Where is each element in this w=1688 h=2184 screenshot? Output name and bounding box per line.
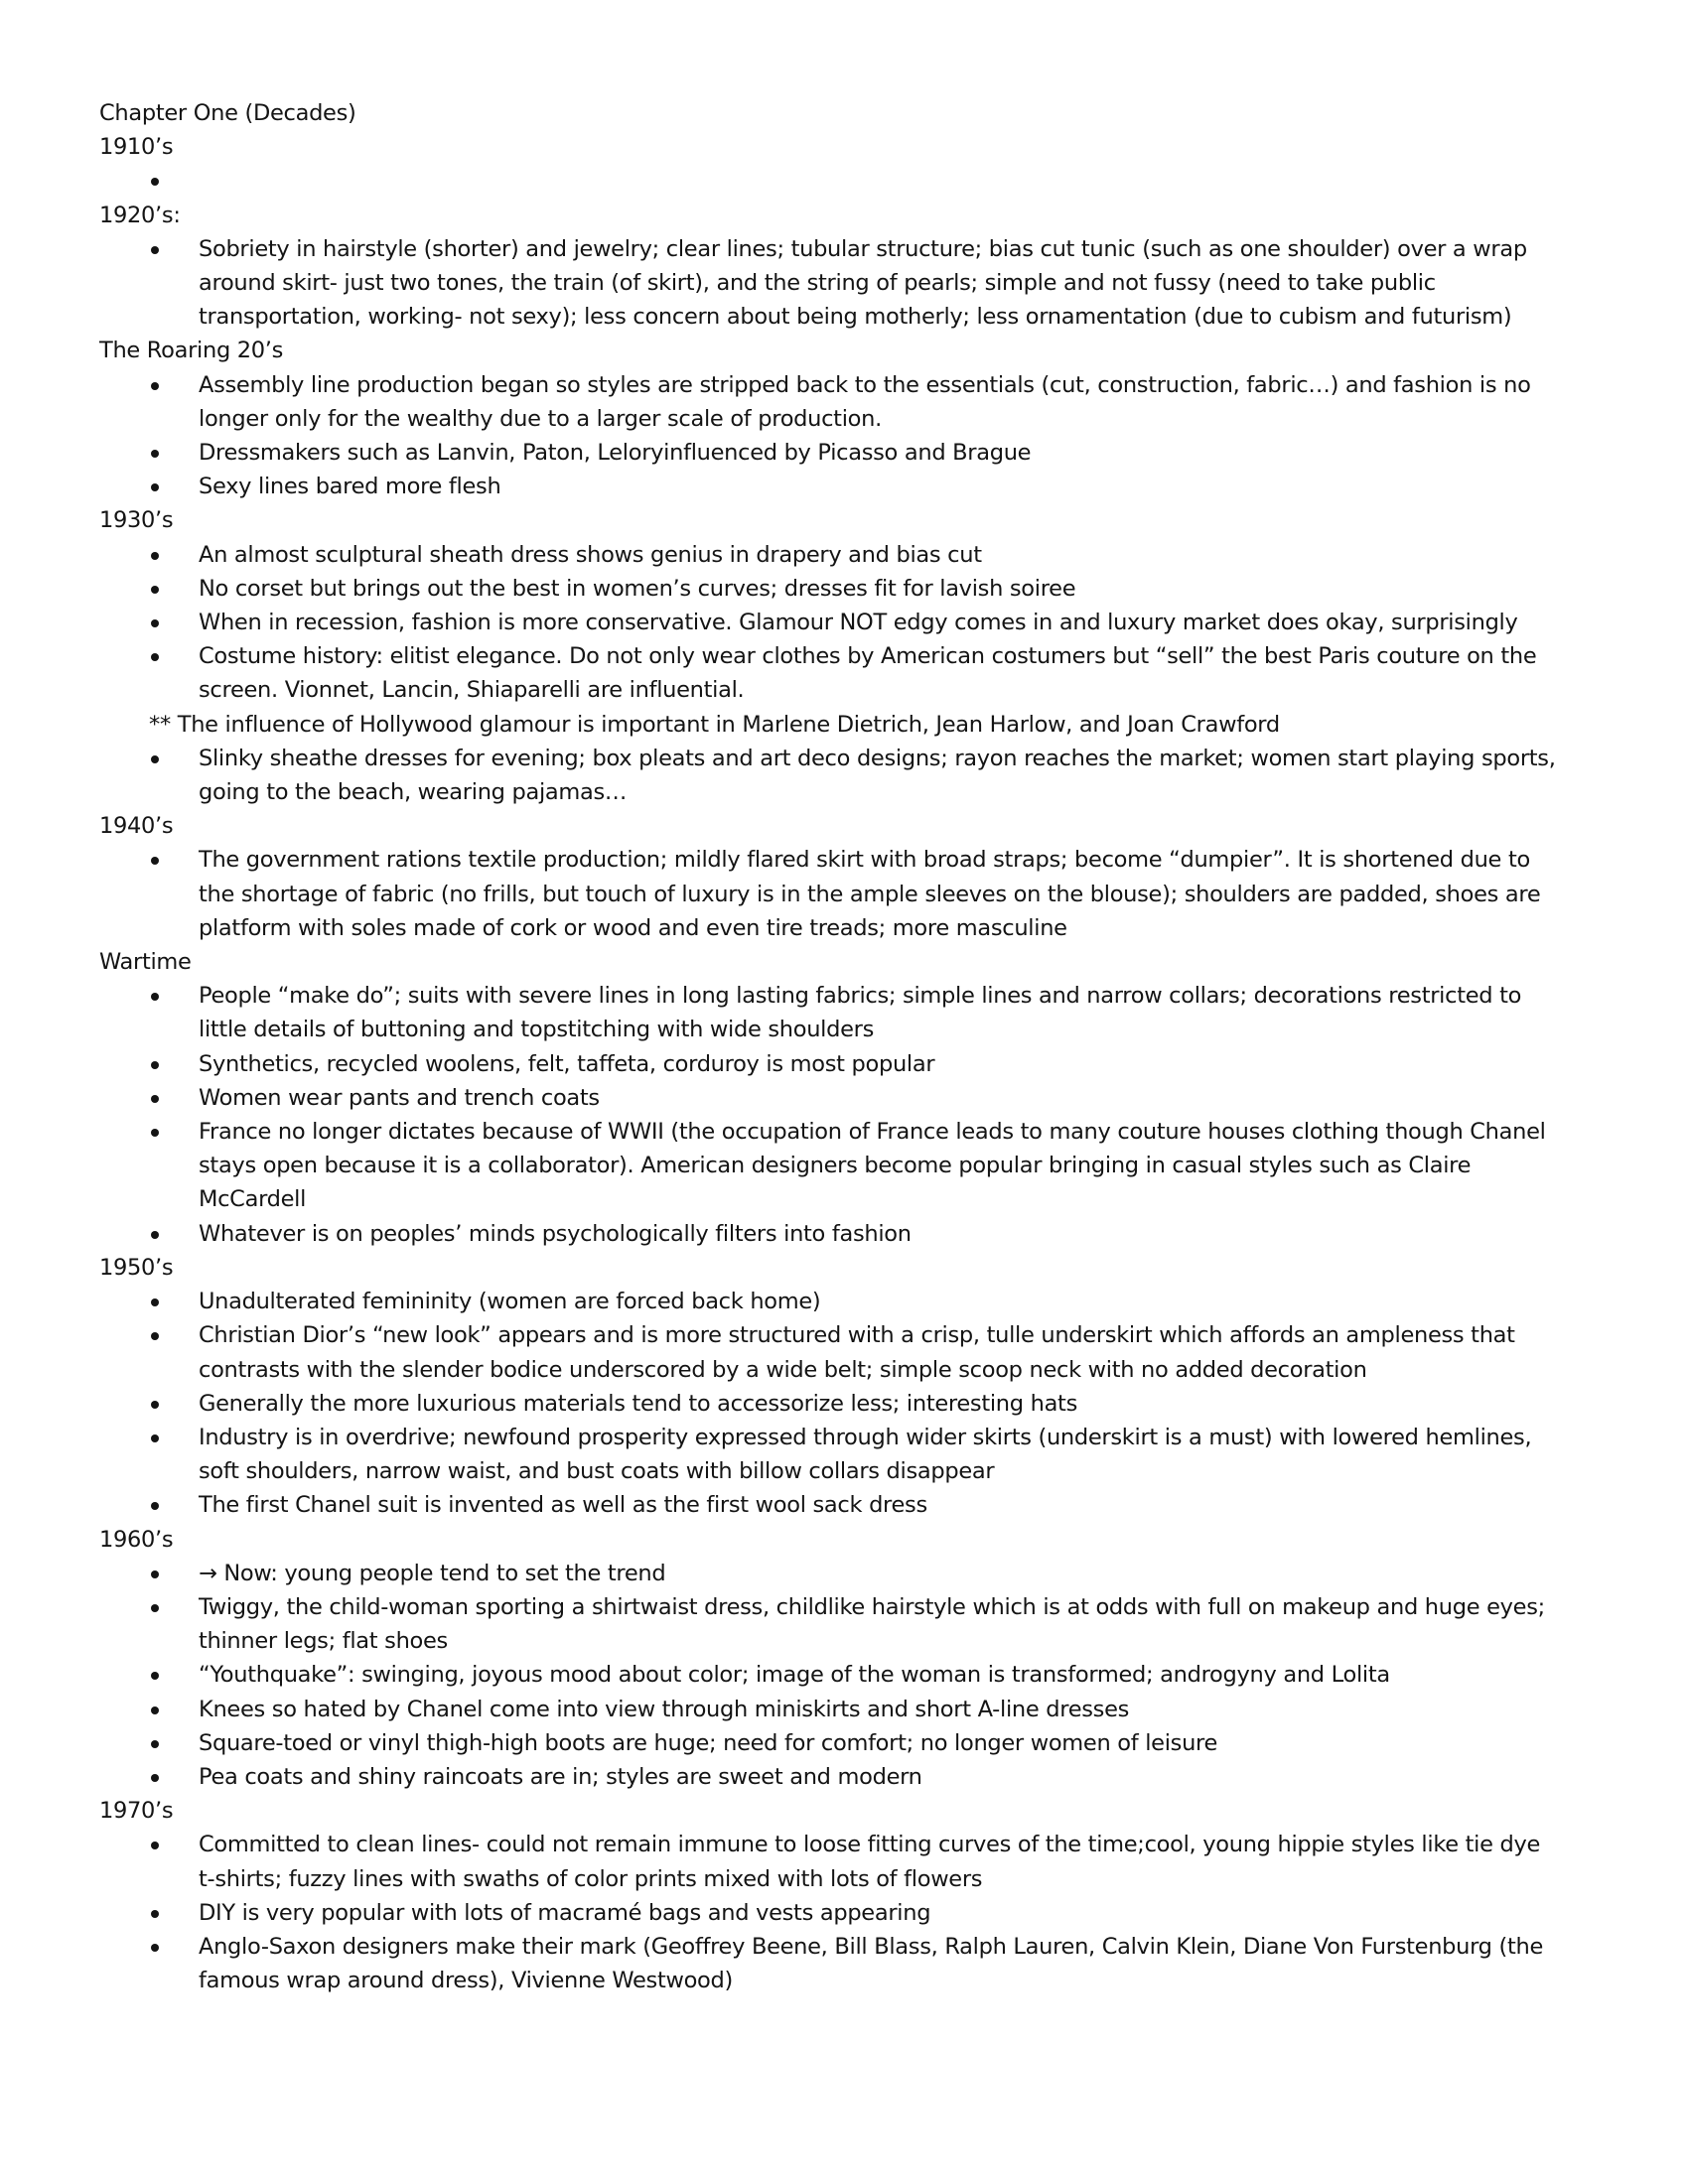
bullet-text-line: Costume history: elitist elegance. Do not only wear clothes by American costumers but “sell” the best Paris couture on the — [199, 643, 1537, 670]
bullet-text: “Youthquake”: swinging, joyous mood about color; image of the woman is transformed; androgyny and Lolita — [199, 1662, 1390, 1689]
bullet-item — [199, 1047, 1589, 1081]
section-heading: 1910’s — [99, 134, 174, 161]
bullet-icon — [151, 1774, 159, 1782]
bullet-text-line: screen. Vionnet, Lancin, Shiaparelli are influential. — [199, 677, 745, 704]
bullet-icon — [151, 450, 159, 458]
bullet-item — [199, 436, 1589, 470]
page-title: Chapter One (Decades) — [99, 100, 356, 126]
bullet-list — [99, 843, 1589, 945]
bullet-icon — [151, 1502, 159, 1510]
bullet-text-line: longer only for the wealthy due to a larger scale of production. — [199, 405, 882, 432]
document-page — [99, 96, 1589, 1997]
bullet-icon — [151, 1706, 159, 1714]
section-heading: 1930’s — [99, 507, 174, 534]
sections-container — [99, 130, 1589, 1997]
bullet-text: Knees so hated by Chanel come into view through miniskirts and short A-line dresses — [199, 1696, 1130, 1722]
bullet-text-line: famous wrap around dress), Vivienne Westwood) — [199, 1968, 733, 1994]
bullet-icon — [151, 382, 159, 390]
bullet-item — [199, 1760, 1589, 1794]
bullet-text: Sexy lines bared more flesh — [199, 474, 501, 500]
bullet-item — [199, 1421, 1589, 1488]
bullet-item — [199, 572, 1589, 606]
bullet-list — [99, 742, 1589, 809]
bullet-item — [199, 1387, 1589, 1421]
bullet-icon — [151, 483, 159, 491]
bullet-icon — [151, 1129, 159, 1137]
bullet-icon — [151, 1570, 159, 1578]
bullet-text-line: McCardell — [199, 1186, 307, 1213]
bullet-icon — [151, 1061, 159, 1069]
section-heading: Wartime — [99, 949, 192, 976]
bullet-icon — [151, 1231, 159, 1239]
bullet-item — [199, 639, 1589, 707]
bullet-text: Whatever is on peoples’ minds psychologically filters into fashion — [199, 1220, 912, 1247]
bullet-text-line: Industry is in overdrive; newfound prosperity expressed through wider skirts (underskirt is a must) with lowered hemlines, — [199, 1424, 1532, 1450]
bullet-item — [199, 1285, 1589, 1318]
bullet-item — [199, 1081, 1589, 1115]
bullet-icon — [151, 1332, 159, 1340]
bullet-icon — [151, 1095, 159, 1103]
bullet-list — [99, 979, 1589, 1251]
note-line: ** The influence of Hollywood glamour is important in Marlene Dietrich, Jean Harlow, and Joan Crawford — [149, 711, 1280, 738]
bullet-icon — [151, 1740, 159, 1748]
bullet-text: Generally the more luxurious materials tend to accessorize less; interesting hats — [199, 1390, 1077, 1417]
bullet-text-empty — [199, 164, 1584, 198]
bullet-icon — [151, 1944, 159, 1952]
bullet-icon — [151, 1401, 159, 1409]
bullet-text-line: contrasts with the slender bodice underscored by a wide belt; simple scoop neck with no added decoration — [199, 1356, 1367, 1383]
bullet-text-line: transportation, working- not sexy); less concern about being motherly; less ornamentation (due to cubism and futurism) — [199, 304, 1512, 331]
bullet-text: → Now: young people tend to set the trend — [199, 1560, 666, 1586]
section-heading: 1960’s — [99, 1526, 174, 1553]
bullet-icon — [151, 619, 159, 627]
bullet-icon — [151, 755, 159, 763]
bullet-list — [99, 1828, 1589, 1997]
bullet-text-line: The government rations textile production; mildly flared skirt with broad straps; become “dumpier”. It is shortened due to — [199, 847, 1530, 874]
bullet-item — [199, 606, 1589, 639]
bullet-text-line: soft shoulders, narrow waist, and bust coats with billow collars disappear — [199, 1458, 995, 1485]
bullet-item — [199, 1115, 1589, 1217]
bullet-icon — [151, 1672, 159, 1680]
bullet-item — [199, 1930, 1589, 1997]
bullet-text-line: little details of buttoning and topstitching with wide shoulders — [199, 1017, 875, 1043]
bullet-text-line: Slinky sheathe dresses for evening; box pleats and art deco designs; rayon reaches the market; women start playing sports, — [199, 745, 1556, 771]
bullet-item — [199, 1726, 1589, 1760]
bullet-text-line: t-shirts; fuzzy lines with swaths of color prints mixed with lots of flowers — [199, 1865, 983, 1892]
bullet-item — [199, 742, 1589, 809]
section-heading: 1920’s: — [99, 202, 181, 228]
section-heading: 1940’s — [99, 813, 174, 840]
bullet-icon — [151, 586, 159, 594]
bullet-list — [99, 538, 1589, 708]
bullet-icon — [151, 1842, 159, 1849]
bullet-item — [199, 1896, 1589, 1930]
bullet-text-line: Sobriety in hairstyle (shorter) and jewelry; clear lines; tubular structure; bias cut tunic (such as one shoulder) over a wrap — [199, 235, 1527, 262]
bullet-text-line: Twiggy, the child-woman sporting a shirtwaist dress, childlike hairstyle which is at odds with full on makeup and huge eyes; — [199, 1593, 1545, 1620]
bullet-item — [199, 1217, 1589, 1251]
bullet-icon — [151, 552, 159, 560]
bullet-icon — [151, 653, 159, 661]
bullet-text-line: platform with soles made of cork or wood and even tire treads; more masculine — [199, 914, 1067, 941]
bullet-text: The first Chanel suit is invented as well as the first wool sack dress — [199, 1492, 927, 1519]
bullet-text: Synthetics, recycled woolens, felt, taffeta, corduroy is most popular — [199, 1050, 935, 1077]
bullet-text-line: France no longer dictates because of WWII (the occupation of France leads to many couture houses clothing though Chanel — [199, 1119, 1546, 1146]
bullet-text: Women wear pants and trench coats — [199, 1084, 600, 1111]
bullet-text-line: going to the beach, wearing pajamas… — [199, 779, 628, 806]
bullet-item — [199, 1557, 1589, 1590]
bullet-text: Square-toed or vinyl thigh-high boots are huge; need for comfort; no longer women of leisure — [199, 1729, 1218, 1756]
bullet-text: DIY is very popular with lots of macramé bags and vests appearing — [199, 1899, 931, 1926]
bullet-text-line: stays open because it is a collaborator). American designers become popular bringing in casual styles such as Claire — [199, 1153, 1472, 1179]
bullet-item — [199, 843, 1589, 945]
bullet-text-line: thinner legs; flat shoes — [199, 1628, 448, 1655]
bullet-text: An almost sculptural sheath dress shows genius in drapery and bias cut — [199, 541, 982, 568]
bullet-list — [99, 1557, 1589, 1794]
bullet-text: Dressmakers such as Lanvin, Paton, Leloryinfluenced by Picasso and Brague — [199, 440, 1032, 467]
bullet-text-line: People “make do”; suits with severe lines in long lasting fabrics; simple lines and narrow collars; decorations restricted to — [199, 983, 1522, 1010]
bullet-text: Pea coats and shiny raincoats are in; styles are sweet and modern — [199, 1763, 922, 1790]
bullet-text: When in recession, fashion is more conservative. Glamour NOT edgy comes in and luxury market does okay, surprisingly — [199, 610, 1518, 636]
bullet-list — [99, 164, 1589, 198]
bullet-text-line: Committed to clean lines- could not remain immune to loose fitting curves of the time;cool, young hippie styles like tie dye — [199, 1832, 1541, 1858]
bullet-list — [99, 232, 1589, 335]
bullet-icon — [151, 178, 159, 186]
bullet-item — [199, 1488, 1589, 1522]
bullet-item — [199, 1658, 1589, 1692]
bullet-item — [199, 538, 1589, 572]
bullet-item — [199, 1828, 1589, 1895]
bullet-icon — [151, 1910, 159, 1918]
bullet-icon — [151, 993, 159, 1001]
bullet-item — [199, 1590, 1589, 1658]
bullet-item — [199, 470, 1589, 503]
bullet-item — [199, 1318, 1589, 1386]
bullet-text: No corset but brings out the best in women’s curves; dresses fit for lavish soiree — [199, 575, 1076, 602]
bullet-icon — [151, 246, 159, 254]
bullet-item — [199, 979, 1589, 1046]
bullet-item — [199, 1693, 1589, 1726]
bullet-text-line: Christian Dior’s “new look” appears and is more structured with a crisp, tulle underskirt which affords an ampleness that — [199, 1322, 1515, 1349]
bullet-icon — [151, 1298, 159, 1306]
section-heading: 1970’s — [99, 1798, 174, 1825]
bullet-text-line: around skirt- just two tones, the train (of skirt), and the string of pearls; simple and not fussy (need to take public — [199, 270, 1436, 296]
bullet-text-line: the shortage of fabric (no frills, but touch of luxury is in the ample sleeves on the blouse); shoulders are padded, shoes are — [199, 881, 1541, 907]
section-heading: The Roaring 20’s — [99, 338, 284, 364]
bullet-text: Unadulterated femininity (women are forced back home) — [199, 1289, 821, 1315]
bullet-text-line: Assembly line production began so styles are stripped back to the essentials (cut, construction, fabric…) and fashion is no — [199, 371, 1531, 398]
bullet-item — [199, 368, 1589, 436]
bullet-icon — [151, 1604, 159, 1612]
bullet-icon — [151, 857, 159, 865]
bullet-list — [99, 1285, 1589, 1522]
bullet-text-line: Anglo-Saxon designers make their mark (Geoffrey Beene, Bill Blass, Ralph Lauren, Calvin Klein, Diane Von Furstenburg (the — [199, 1933, 1543, 1960]
bullet-list — [99, 368, 1589, 504]
section-heading: 1950’s — [99, 1254, 174, 1281]
bullet-item — [199, 164, 1589, 198]
bullet-item — [199, 232, 1589, 335]
bullet-icon — [151, 1434, 159, 1442]
